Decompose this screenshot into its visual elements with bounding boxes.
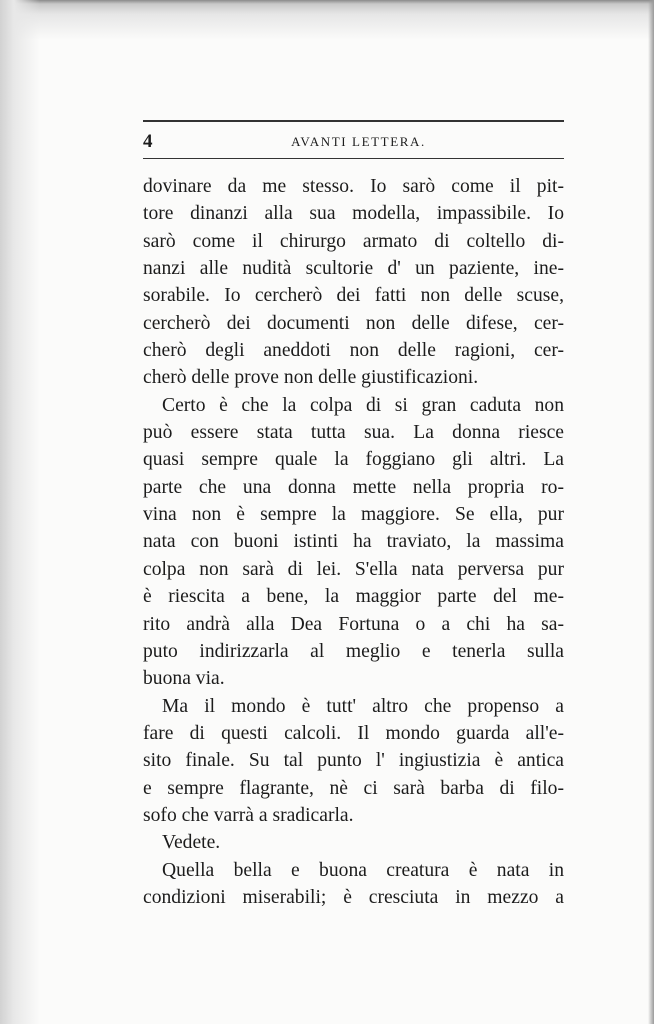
page-number: 4 (143, 131, 153, 152)
text-line: dovinare da me stesso. Io sarò come il pit- (143, 176, 564, 197)
text-line: e sempre flagrante, nè ci sarà barba di filo- (143, 777, 564, 799)
running-header (143, 122, 564, 158)
header-rule-bottom (143, 158, 564, 159)
text-line: vina non è sempre la maggiore. Se ella, pur (143, 504, 564, 526)
text-line: può essere stata tutta sua. La donna riesce (143, 422, 564, 444)
text-line: Ma il mondo è tutt' altro che propenso a (162, 695, 564, 717)
text-line: buona via. (143, 668, 225, 690)
text-line: sito finale. Su tal punto l' ingiustizia è antica (143, 750, 564, 772)
text-line: sarò come il chirurgo armato di coltello di- (143, 230, 564, 252)
scan-shadow-right (648, 0, 654, 1024)
text-line: nanzi alle nudità scultorie d' un paziente, ine- (143, 258, 564, 280)
text-line: parte che una donna mette nella propria ro- (143, 476, 564, 498)
text-line: tore dinanzi alla sua modella, impassibile. Io (143, 203, 564, 225)
text-line: è riescita a bene, la maggior parte del me- (143, 586, 564, 608)
text-line: Vedete. (162, 832, 221, 854)
text-line: puto indirizzarla al meglio e tenerla sulla (143, 640, 564, 662)
text-line: fare di questi calcoli. Il mondo guarda all'e- (143, 722, 564, 744)
text-line: sofo che varrà a sradicarla. (143, 804, 354, 826)
text-line: Certo è che la colpa di si gran caduta non (162, 394, 564, 416)
text-line: cherò delle prove non delle giustificazioni. (143, 367, 479, 389)
body-text (143, 173, 564, 911)
book-page (143, 120, 564, 911)
text-line: nata con buoni istinti ha traviato, la massima (143, 531, 564, 553)
text-line: colpa non sarà di lei. S'ella nata perversa pur (143, 558, 564, 580)
text-line: sorabile. Io cercherò dei fatti non delle scuse, (143, 285, 564, 307)
text-line: quasi sempre quale la foggiano gli altri. La (143, 449, 564, 471)
scan-shadow-left (0, 0, 40, 1024)
scan-shadow-top (0, 0, 654, 40)
running-title: AVANTI LETTERA. (291, 134, 426, 149)
text-line: cercherò dei documenti non delle difese, cer- (143, 312, 564, 334)
text-line: Quella bella e buona creatura è nata in (162, 859, 564, 881)
text-line: condizioni miserabili; è cresciuta in mezzo a (143, 886, 564, 908)
text-line: rito andrà alla Dea Fortuna o a chi ha sa- (143, 613, 564, 635)
text-line: cherò degli aneddoti non delle ragioni, cer- (143, 340, 564, 362)
